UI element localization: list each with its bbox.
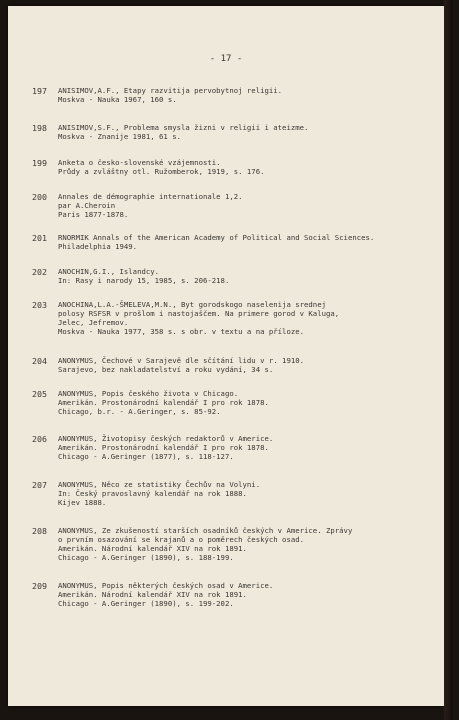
entry-text-line: Philadelphia 1949. (58, 242, 138, 251)
entry-text-line: ANONYMUS, Něco ze statistiky Čechův na Volyni. (58, 480, 261, 489)
entry-number: 199 (32, 158, 47, 168)
entry-number: 197 (32, 86, 47, 96)
entry-text-line: ANONYMUS, Popis českého života v Chicago. (58, 389, 239, 398)
entry-text-line: ANONYMUS, Ze zkušeností starších osadníků českých v Americe. Zprávy (58, 526, 353, 535)
entry-text-line: ANONYMUS, Životopisy českých redaktorů v Americe. (58, 434, 274, 443)
entry-text-line: ANISIMOV,A.F., Etapy razvitija pervobytnoj religii. (58, 86, 283, 95)
entry-text-line: ANONYMUS, Popis některých českých osad v Americe. (58, 581, 274, 590)
entry-text-line: Kijev 1888. (58, 498, 107, 507)
entry-text-line: Amerikán. Národní kalendář XIV na rok 1891. (58, 544, 247, 553)
entry-text-line: o prvním osazování se krajanů a o poměrech českých osad. (58, 535, 305, 544)
entry-text-line: Chicago - A.Geringer (1877), s. 118-127. (58, 452, 234, 461)
entry-text-line: polosy RSFSR v prošlom i nastojaščem. Na primere gorod v Kaluga, (58, 309, 340, 318)
entry-number: 203 (32, 300, 47, 310)
entry-text-line: ANOCHIN,G.I., Islandcy. (58, 267, 160, 276)
entry-text-line: Moskva - Znanije 1981, 61 s. (58, 132, 182, 141)
entry-text-line: RNORMIK Annals of the American Academy of Political and Social Sciences. (58, 233, 375, 242)
entry-number: 200 (32, 192, 47, 202)
entry-text-line: Chicago, b.r. - A.Geringer, s. 85-92. (58, 407, 221, 416)
entry-text-line: In: Rasy i narody 15, 1985, s. 206-218. (58, 276, 230, 285)
entry-number: 207 (32, 480, 47, 490)
entry-text-line: ANONYMUS, Čechové v Sarajevě dle sčítání lidu v r. 1910. (58, 356, 305, 365)
entry-number: 205 (32, 389, 47, 399)
document-page (8, 6, 444, 706)
entry-text-line: Annales de démographie internationale 1,2. (58, 192, 243, 201)
entry-text-line: Anketa o česko-slovenské vzájemnosti. (58, 158, 221, 167)
entry-text-line: Moskva - Nauka 1967, 160 s. (58, 95, 177, 104)
entry-text-line: In: Český pravoslavný kalendář na rok 1888. (58, 489, 247, 498)
entry-number: 198 (32, 123, 47, 133)
entry-number: 204 (32, 356, 47, 366)
entry-number: 201 (32, 233, 47, 243)
entry-text-line: Amerikán. Národní kalendář XIV na rok 1891. (58, 590, 247, 599)
entry-text-line: ANOCHINA,L.A.-ŠMELEVA,M.N., Byt gorodskogo naselenija srednej (58, 300, 326, 309)
page-number: - 17 - (209, 54, 243, 64)
entry-text-line: Jelec, Jefremov. (58, 318, 129, 327)
book-spine (444, 0, 453, 720)
entry-text-line: Chicago - A.Geringer (1890), s. 199-202. (58, 599, 234, 608)
entry-text-line: par A.Cheroin (58, 201, 116, 210)
entry-text-line: Sarajevo, bez nakladatelství a roku vydání, 34 s. (58, 365, 274, 374)
entry-number: 202 (32, 267, 47, 277)
entry-text-line: Amerikán. Prostonárodní kalendář I pro rok 1878. (58, 443, 269, 452)
entry-number: 209 (32, 581, 47, 591)
entry-text-line: ANISIMOV,S.F., Problema smysla žizni v religii i ateizme. (58, 123, 309, 132)
entry-number: 208 (32, 526, 47, 536)
entry-text-line: Amerikán. Prostonárodní kalendář I pro rok 1878. (58, 398, 269, 407)
entry-number: 206 (32, 434, 47, 444)
entry-text-line: Průdy a zvláštny otl. Ružomberok, 1919, s. 176. (58, 167, 265, 176)
entry-text-line: Moskva - Nauka 1977, 358 s. s obr. v textu a na příloze. (58, 327, 305, 336)
entry-text-line: Chicago - A.Geringer (1890), s. 188-199. (58, 553, 234, 562)
entry-text-line: Paris 1877-1878. (58, 210, 129, 219)
